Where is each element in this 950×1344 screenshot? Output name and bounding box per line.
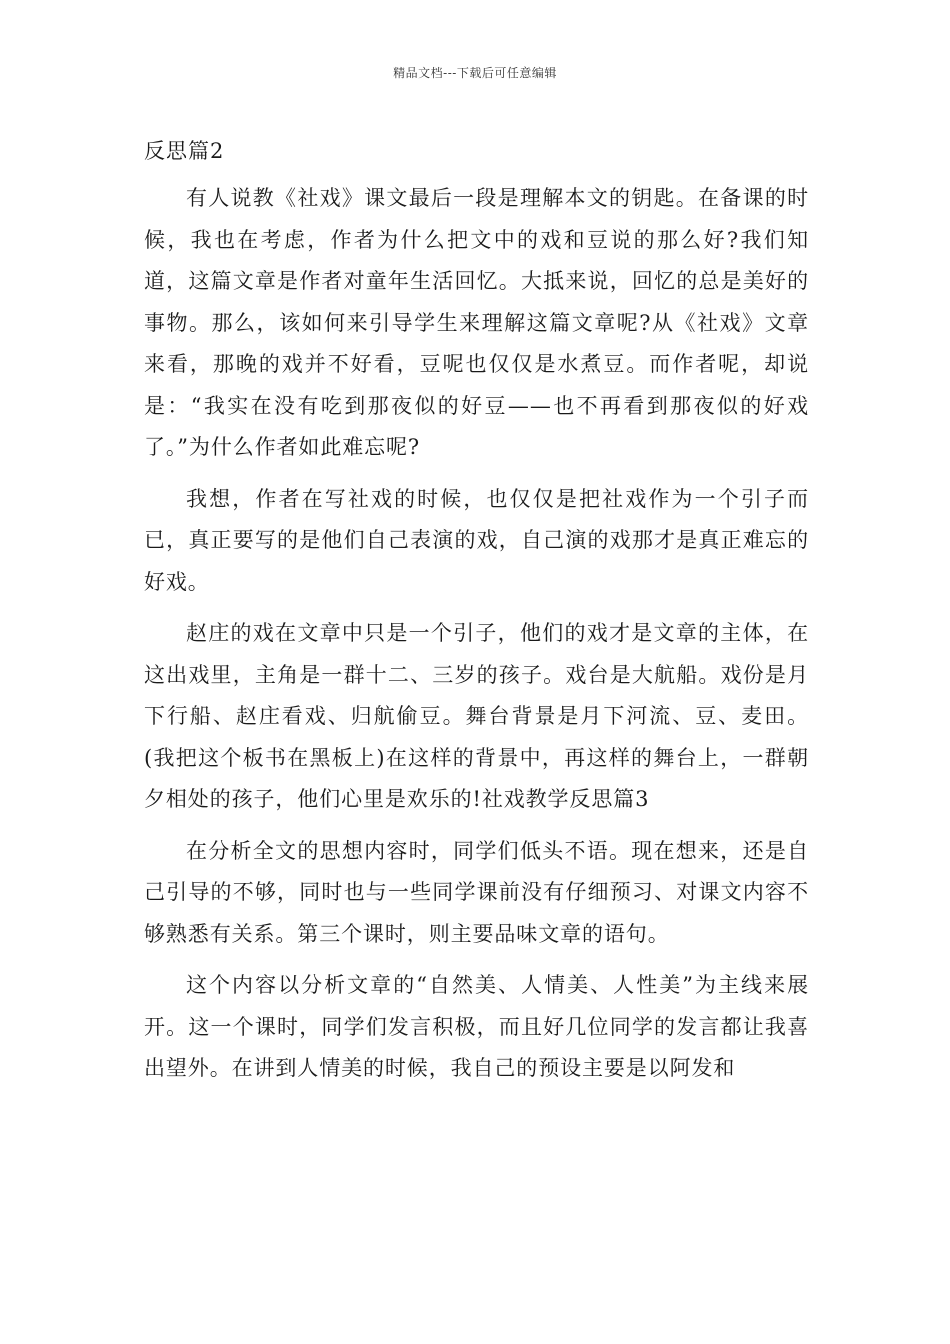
paragraph: 有人说教《社戏》课文最后一段是理解本文的钥匙。在备课的时候，我也在考虑，作者为什么把文中的戏和豆说的那么好?我们知道，这篇文章是作者对童年生活回忆。大抵来说，回忆的总是美好的事物。那么，该如何来引导学生来理解这篇文章呢?从《社戏》文章来看，那晚的戏并不好看，豆呢也仅仅是水煮豆。而作者呢，却说是：“我实在没有吃到那夜似的好豆——也不再看到那夜似的好戏了。”为什么作者如此难忘呢?	[144, 186, 809, 459]
header-note: 精品文档---下载后可任意编辑	[393, 66, 557, 80]
document-body	[144, 132, 809, 1100]
paragraph: 赵庄的戏在文章中只是一个引子，他们的戏才是文章的主体，在这出戏里，主角是一群十二、三岁的孩子。戏台是大航船。戏份是月下行船、赵庄看戏、归航偷豆。舞台背景是月下河流、豆、麦田。(我把这个板书在黑板上)在这样的背景中，再这样的舞台上，一群朝夕相处的孩子，他们心里是欢乐的!社戏教学反思篇3	[144, 621, 809, 811]
paragraph: 这个内容以分析文章的“自然美、人情美、人性美”为主线来展开。这一个课时，同学们发言积极，而且好几位同学的发言都让我喜出望外。在讲到人情美的时候，我自己的预设主要是以阿发和	[144, 973, 809, 1080]
section-title: 反思篇2	[144, 139, 225, 163]
paragraph: 在分析全文的思想内容时，同学们低头不语。现在想来，还是自己引导的不够，同时也与一些同学课前没有仔细预习、对课文内容不够熟悉有关系。第三个课时，则主要品味文章的语句。	[144, 838, 809, 946]
paragraph: 我想，作者在写社戏的时候，也仅仅是把社戏作为一个引子而已，真正要写的是他们自己表演的戏，自己演的戏那才是真正难忘的好戏。	[144, 486, 809, 594]
